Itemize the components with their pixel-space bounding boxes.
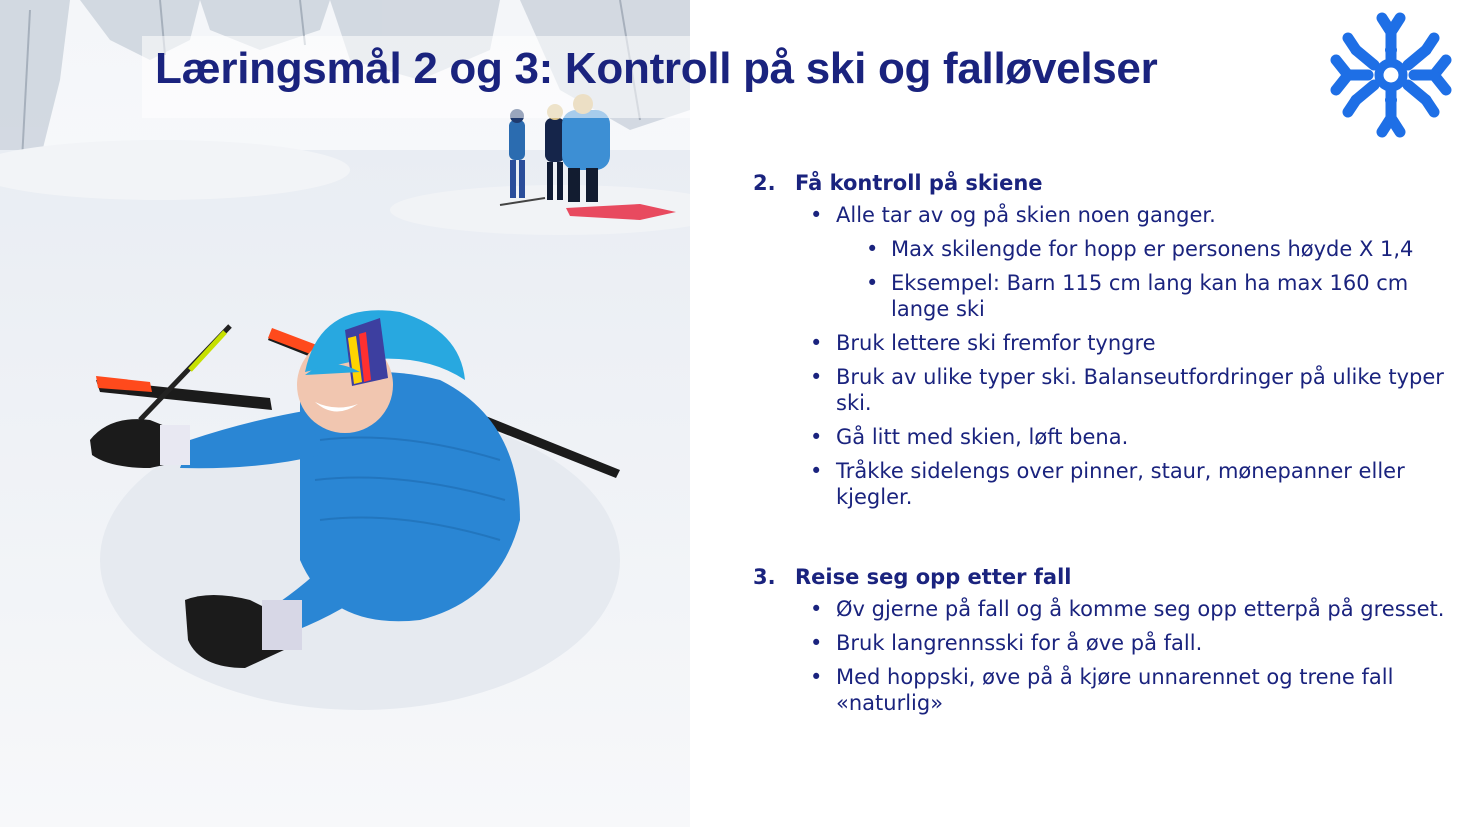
list-item: • Øv gjerne på fall og å komme seg opp etterpå på gresset.: [810, 596, 1453, 622]
section-heading: [753, 170, 1453, 196]
list-item: • Bruk langrennsski for å øve på fall.: [810, 630, 1453, 656]
bullet-list: [753, 596, 1453, 716]
section-heading: [753, 564, 1453, 590]
list-item-text: • Alle tar av og på skien noen ganger.: [836, 203, 1216, 227]
list-item: • Bruk lettere ski fremfor tyngre: [810, 330, 1453, 356]
list-item: • Bruk av ulike typer ski. Balanseutfordringer på ulike typer ski.: [810, 364, 1453, 416]
snowflake-icon: [1322, 10, 1460, 140]
section-2: [753, 170, 1453, 510]
slide-title: Læringsmål 2 og 3: Kontroll på ski og falløvelser: [155, 44, 1158, 93]
ski-child-photo: [0, 0, 690, 827]
sub-bullet-list: [836, 236, 1453, 322]
section-number: 3.: [753, 565, 776, 589]
list-item: • Med hoppski, øve på å kjøre unnarennet og trene fall «naturlig»: [810, 664, 1453, 716]
section-3: [753, 564, 1453, 716]
bullet-list: [753, 202, 1453, 510]
sub-list-item: • Eksempel: Barn 115 cm lang kan ha max 160 cm lange ski: [866, 270, 1453, 322]
snow-scene-illustration: [0, 0, 690, 827]
slide-content: [753, 170, 1453, 724]
section-title: Få kontroll på skiene: [795, 171, 1043, 195]
list-item: • Tråkke sidelengs over pinner, staur, mønepanner eller kjegler.: [810, 458, 1453, 510]
sub-list-item: • Max skilengde for hopp er personens høyde X 1,4: [866, 236, 1453, 262]
list-item: [810, 202, 1453, 322]
list-item: • Gå litt med skien, løft bena.: [810, 424, 1453, 450]
section-number: 2.: [753, 171, 776, 195]
section-title: Reise seg opp etter fall: [795, 565, 1072, 589]
